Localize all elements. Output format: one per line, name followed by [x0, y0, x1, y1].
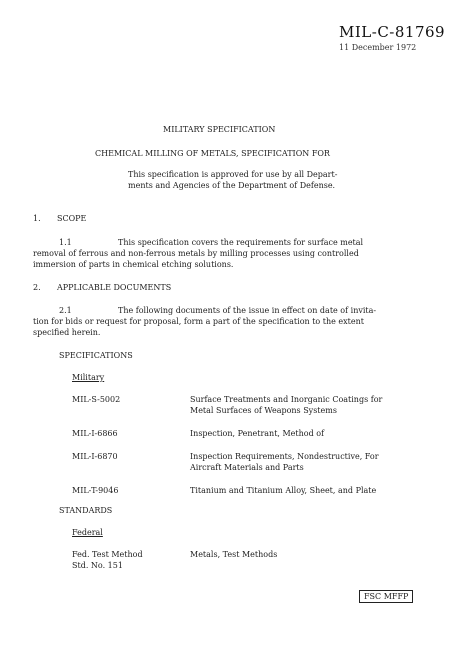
spec-description: Aircraft Materials and Parts [190, 463, 304, 472]
spec-description: Inspection, Penetrant, Method of [190, 429, 325, 438]
para-2-1-line-2: tion for bids or request for proposal, form a part of the specification to the extent [33, 317, 364, 326]
approval-line-2: ments and Agencies of the Department of Defense. [128, 181, 336, 190]
section-1-number: 1. [33, 214, 41, 223]
section-2-heading: APPLICABLE DOCUMENTS [57, 283, 172, 292]
standard-id: Std. No. 151 [72, 561, 123, 570]
approval-line-1: This specification is approved for use by all Depart- [128, 170, 338, 179]
para-1-1-line-3: immersion of parts in chemical etching solutions. [33, 260, 234, 269]
spec-description: Metal Surfaces of Weapons Systems [190, 406, 337, 415]
spec-description: Surface Treatments and Inorganic Coatings for [190, 395, 383, 404]
military-subheading: Military [72, 373, 105, 382]
standard-id: Fed. Test Method [72, 550, 143, 559]
para-1-1-line-1: This specification covers the requirements for surface metal [118, 238, 364, 247]
spec-id: MIL-S-5002 [72, 395, 121, 404]
fsc-code-box: FSC MFFP [359, 590, 413, 603]
spec-title: CHEMICAL MILLING OF METALS, SPECIFICATION FOR [95, 149, 330, 158]
section-1-heading: SCOPE [57, 214, 87, 223]
para-1-1-number: 1.1 [59, 238, 72, 247]
para-1-1-line-2: removal of ferrous and non-ferrous metals by milling processes using controlled [33, 249, 359, 258]
document-date: 11 December 1972 [339, 43, 417, 52]
spec-id: MIL-I-6870 [72, 452, 118, 461]
spec-id: MIL-T-9046 [72, 486, 119, 495]
federal-subheading: Federal [72, 528, 103, 537]
para-2-1-number: 2.1 [59, 306, 72, 315]
spec-description: Inspection Requirements, Nondestructive, For [190, 452, 379, 461]
specifications-heading: SPECIFICATIONS [59, 351, 133, 360]
document-number: MIL-C-81769 [339, 23, 446, 41]
standard-description: Metals, Test Methods [190, 550, 278, 559]
spec-id: MIL-I-6866 [72, 429, 118, 438]
para-2-1-line-1: The following documents of the issue in effect on date of invita- [118, 306, 377, 315]
spec-type-title: MILITARY SPECIFICATION [163, 125, 276, 134]
spec-description: Titanium and Titanium Alloy, Sheet, and Plate [190, 486, 377, 495]
para-2-1-line-3: specified herein. [33, 328, 101, 337]
section-2-number: 2. [33, 283, 41, 292]
standards-heading: STANDARDS [59, 506, 113, 515]
